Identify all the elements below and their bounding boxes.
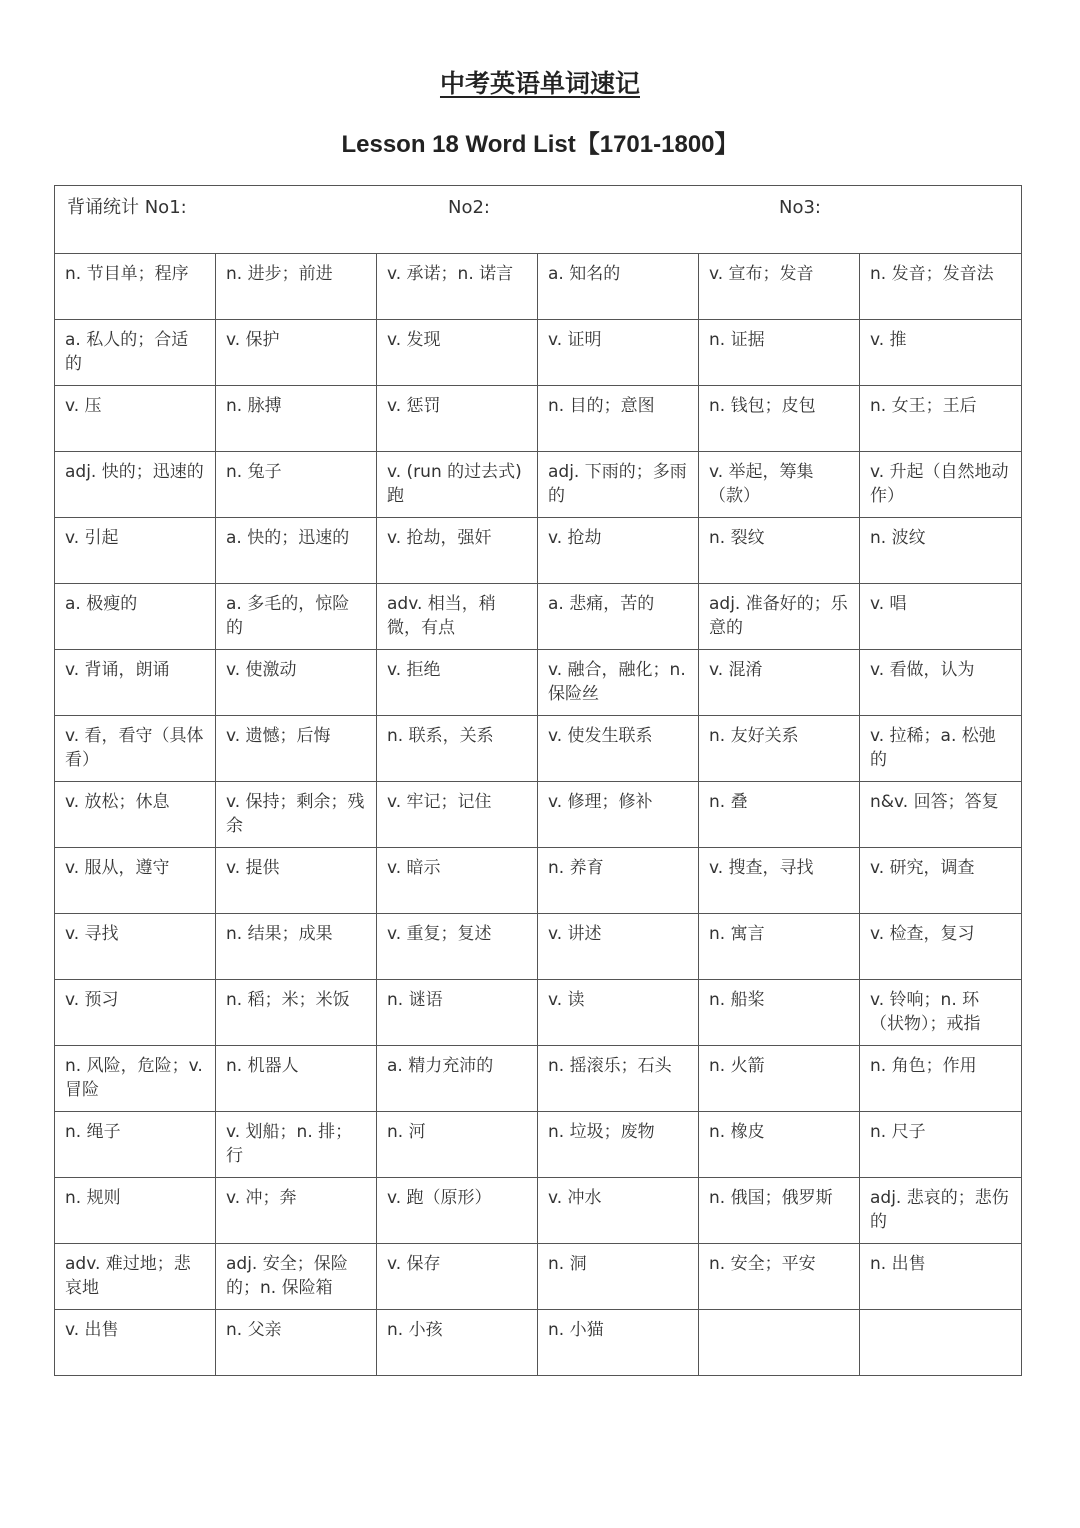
table-row xyxy=(55,254,1022,320)
table-row xyxy=(55,980,1022,1046)
word-cell: v. 推 xyxy=(860,320,1022,386)
word-cell: v. 使发生联系 xyxy=(538,716,699,782)
table-row xyxy=(55,452,1022,518)
word-cell: v. 抢劫，强奸 xyxy=(377,518,538,584)
word-cell: n. 父亲 xyxy=(216,1310,377,1376)
table-row xyxy=(55,1310,1022,1376)
word-cell: n. 风险，危险；v. 冒险 xyxy=(55,1046,216,1112)
word-cell: v. 升起（自然地动作） xyxy=(860,452,1022,518)
page-title xyxy=(0,66,1080,102)
word-cell: n. 结果；成果 xyxy=(216,914,377,980)
page-title-text: 中考英语单词速记 xyxy=(439,69,640,98)
word-cell: v. 讲述 xyxy=(538,914,699,980)
stats-no3-label: No3: xyxy=(779,197,821,218)
word-cell: a. 多毛的，惊险的 xyxy=(216,584,377,650)
word-cell: v. 铃响；n. 环（状物）；戒指 xyxy=(860,980,1022,1046)
word-cell: v. 证明 xyxy=(538,320,699,386)
table-row xyxy=(55,1244,1022,1310)
word-cell: n. 脉搏 xyxy=(216,386,377,452)
word-cell: v. 重复；复述 xyxy=(377,914,538,980)
word-cell: adv. 难过地；悲哀地 xyxy=(55,1244,216,1310)
word-cell: v. 看做，认为 xyxy=(860,650,1022,716)
word-cell: v. 读 xyxy=(538,980,699,1046)
word-cell: v. 引起 xyxy=(55,518,216,584)
word-cell: v. 牢记；记住 xyxy=(377,782,538,848)
word-cell: v. 冲水 xyxy=(538,1178,699,1244)
word-cell: v. 保持；剩余；残余 xyxy=(216,782,377,848)
word-cell: n. 谜语 xyxy=(377,980,538,1046)
word-cell: n. 友好关系 xyxy=(699,716,860,782)
table-row xyxy=(55,716,1022,782)
word-cell: n. 发音；发音法 xyxy=(860,254,1022,320)
word-cell: n. 裂纹 xyxy=(699,518,860,584)
stats-no1-label: 背诵统计 No1: xyxy=(67,197,187,218)
word-cell: v. 划船；n. 排；行 xyxy=(216,1112,377,1178)
word-cell: n. 证据 xyxy=(699,320,860,386)
word-cell: v. 放松；休息 xyxy=(55,782,216,848)
word-cell: n. 稻；米；米饭 xyxy=(216,980,377,1046)
word-cell: n. 安全；平安 xyxy=(699,1244,860,1310)
word-cell: v. 跑（原形） xyxy=(377,1178,538,1244)
word-cell: n. 角色；作用 xyxy=(860,1046,1022,1112)
word-cell: v. 拒绝 xyxy=(377,650,538,716)
recitation-stats-cell xyxy=(55,186,1022,254)
word-cell: n. 绳子 xyxy=(55,1112,216,1178)
word-list-table xyxy=(54,185,1022,1376)
word-cell: n. 养育 xyxy=(538,848,699,914)
word-cell: n. 俄国；俄罗斯 xyxy=(699,1178,860,1244)
word-cell: v. 抢劫 xyxy=(538,518,699,584)
word-cell: v. 融合，融化；n. 保险丝 xyxy=(538,650,699,716)
word-cell: n. 女王；王后 xyxy=(860,386,1022,452)
word-cell: n. 小猫 xyxy=(538,1310,699,1376)
word-cell: n. 火箭 xyxy=(699,1046,860,1112)
word-cell: n. 进步；前进 xyxy=(216,254,377,320)
word-cell: n. 小孩 xyxy=(377,1310,538,1376)
word-cell: n. 河 xyxy=(377,1112,538,1178)
table-row xyxy=(55,584,1022,650)
word-cell: adj. 悲哀的；悲伤的 xyxy=(860,1178,1022,1244)
word-cell: n. 寓言 xyxy=(699,914,860,980)
word-cell: v. 遗憾；后悔 xyxy=(216,716,377,782)
table-row xyxy=(55,1112,1022,1178)
word-cell: adj. 准备好的；乐意的 xyxy=(699,584,860,650)
word-cell: v. 冲；奔 xyxy=(216,1178,377,1244)
word-cell: n. 出售 xyxy=(860,1244,1022,1310)
table-row xyxy=(55,848,1022,914)
word-cell: v. 举起，筹集（款） xyxy=(699,452,860,518)
word-cell xyxy=(699,1310,860,1376)
word-cell: adj. 安全；保险的；n. 保险箱 xyxy=(216,1244,377,1310)
word-cell: v. 保护 xyxy=(216,320,377,386)
word-cell: v. 拉稀；a. 松弛的 xyxy=(860,716,1022,782)
word-cell: n. 机器人 xyxy=(216,1046,377,1112)
word-cell: v. 背诵，朗诵 xyxy=(55,650,216,716)
word-cell: adv. 相当，稍微，有点 xyxy=(377,584,538,650)
table-row xyxy=(55,914,1022,980)
word-cell: v. 惩罚 xyxy=(377,386,538,452)
word-cell: v. (run 的过去式) 跑 xyxy=(377,452,538,518)
word-cell: a. 私人的；合适的 xyxy=(55,320,216,386)
word-cell: a. 快的；迅速的 xyxy=(216,518,377,584)
word-cell: v. 承诺；n. 诺言 xyxy=(377,254,538,320)
word-cell: v. 服从，遵守 xyxy=(55,848,216,914)
word-cell: n. 联系，关系 xyxy=(377,716,538,782)
word-cell: v. 宣布；发音 xyxy=(699,254,860,320)
word-cell: n. 兔子 xyxy=(216,452,377,518)
word-cell: n. 洞 xyxy=(538,1244,699,1310)
table-row xyxy=(55,518,1022,584)
word-cell: a. 极瘦的 xyxy=(55,584,216,650)
word-cell: v. 混淆 xyxy=(699,650,860,716)
table-row xyxy=(55,1046,1022,1112)
word-cell: v. 搜查，寻找 xyxy=(699,848,860,914)
word-cell: v. 看，看守（具体看） xyxy=(55,716,216,782)
word-cell: n&v. 回答；答复 xyxy=(860,782,1022,848)
word-cell: adj. 快的；迅速的 xyxy=(55,452,216,518)
word-cell: n. 目的；意图 xyxy=(538,386,699,452)
word-cell: n. 船桨 xyxy=(699,980,860,1046)
word-cell: v. 保存 xyxy=(377,1244,538,1310)
page-subtitle: Lesson 18 Word List【1701-1800】 xyxy=(341,131,739,158)
word-cell: v. 压 xyxy=(55,386,216,452)
word-cell: n. 摇滚乐；石头 xyxy=(538,1046,699,1112)
word-cell: v. 暗示 xyxy=(377,848,538,914)
table-row xyxy=(55,1178,1022,1244)
word-cell: n. 波纹 xyxy=(860,518,1022,584)
word-cell: n. 橡皮 xyxy=(699,1112,860,1178)
word-cell: v. 预习 xyxy=(55,980,216,1046)
word-cell: v. 出售 xyxy=(55,1310,216,1376)
table-row xyxy=(55,650,1022,716)
word-cell: n. 钱包；皮包 xyxy=(699,386,860,452)
word-cell: n. 垃圾；废物 xyxy=(538,1112,699,1178)
table-row xyxy=(55,386,1022,452)
word-cell: n. 尺子 xyxy=(860,1112,1022,1178)
word-cell: v. 修理；修补 xyxy=(538,782,699,848)
word-cell: adj. 下雨的；多雨的 xyxy=(538,452,699,518)
word-cell: v. 检查，复习 xyxy=(860,914,1022,980)
word-cell: a. 精力充沛的 xyxy=(377,1046,538,1112)
word-cell: v. 发现 xyxy=(377,320,538,386)
word-cell: n. 叠 xyxy=(699,782,860,848)
word-cell: v. 研究，调查 xyxy=(860,848,1022,914)
word-cell: n. 节目单；程序 xyxy=(55,254,216,320)
stats-no2-label: No2: xyxy=(448,197,490,218)
word-cell: v. 提供 xyxy=(216,848,377,914)
word-cell: v. 寻找 xyxy=(55,914,216,980)
word-cell: n. 规则 xyxy=(55,1178,216,1244)
table-row xyxy=(55,782,1022,848)
word-cell xyxy=(860,1310,1022,1376)
recitation-stats-row xyxy=(55,186,1022,254)
word-cell: a. 知名的 xyxy=(538,254,699,320)
word-cell: v. 唱 xyxy=(860,584,1022,650)
table-row xyxy=(55,320,1022,386)
word-cell: v. 使激动 xyxy=(216,650,377,716)
word-cell: a. 悲痛，苦的 xyxy=(538,584,699,650)
